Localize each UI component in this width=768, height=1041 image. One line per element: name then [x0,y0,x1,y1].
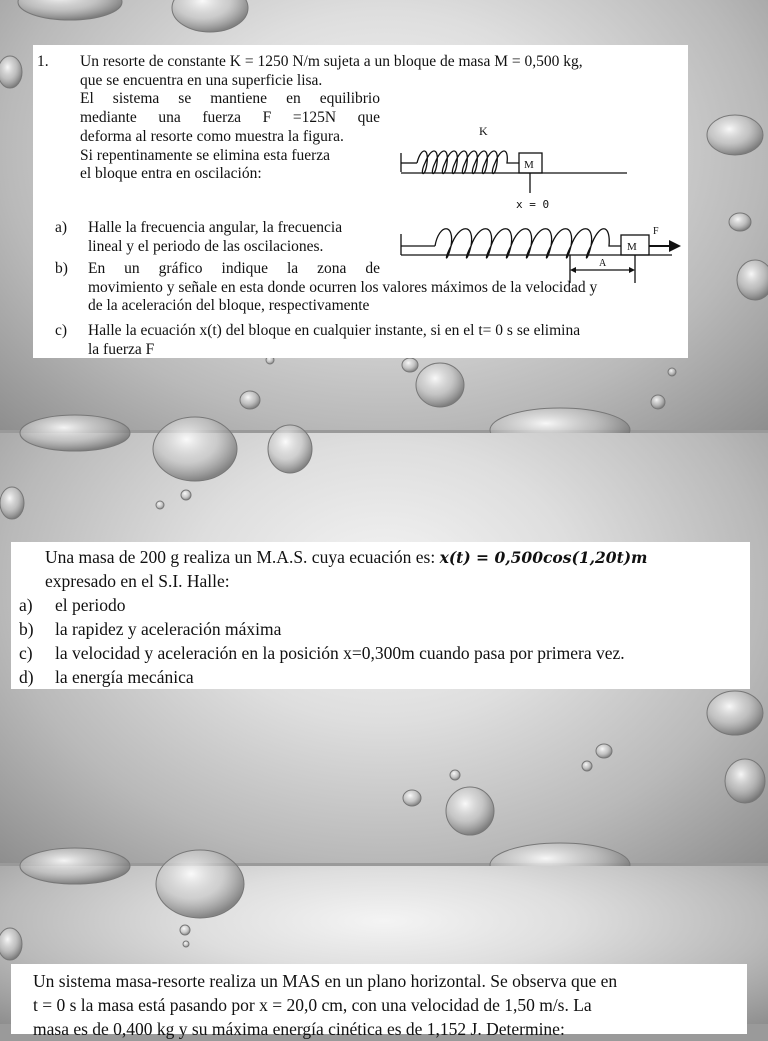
text-line: masa es de 0,400 kg y su máxima energía cinética es de 1,152 J. Determine: [33,1019,565,1039]
problem-2-card [11,542,750,689]
intro-line: mediante una fuerza F =125N que [80,109,380,127]
item-c-marker: c) [19,643,33,663]
intro-line: El sistema se mantiene en equilibrio [80,90,380,108]
item-c-line: Halle la ecuación x(t) del bloque en cualquier instante, si en el t= 0 s se elimina [88,322,581,339]
item-a-marker: a) [19,595,33,615]
motion-equation: x(t) = 0,500cos(1,20t)m [439,548,648,567]
text-line: t = 0 s la masa está pasando por x = 20,0 cm, con una velocidad de 1,50 m/s. La [33,995,592,1015]
problem-2-intro [45,545,647,571]
item-b-marker: b) [55,260,68,277]
problem-1-card [33,45,688,358]
item-b [88,260,683,316]
intro-text: Una masa de 200 g realiza un M.A.S. cuya ecuación es: [45,547,440,567]
spring-compressed [417,151,519,174]
slide-3 [0,866,768,1039]
force-arrowhead [669,240,681,252]
intro-line: el bloque entra en oscilación: [80,165,262,183]
text-line: Un sistema masa-resorte realiza un MAS en un plano horizontal. Se observa que en [33,971,618,991]
intro-line: Un resorte de constante K = 1250 N/m sujeta a un bloque de masa M = 0,500 kg, [80,53,583,70]
block-label-bottom: M [627,241,637,253]
equilibrium-label: x = 0 [516,198,550,211]
problem-3-text [33,969,707,1041]
item-d-marker: d) [19,667,34,687]
item-c-line: la fuerza F [88,340,155,358]
item-d-text: la energía mecánica [55,667,194,687]
block-label-top: M [524,159,534,171]
item-b-line: movimiento y señale en esta donde ocurren los valores máximos de la velocidad y [88,278,598,296]
force-label: F [653,226,659,237]
spring-label: K [479,124,488,138]
item-c [88,322,683,359]
item-b-line: En un gráfico indique la zona de [88,260,380,277]
slide-2 [0,433,768,863]
spring-stretched [435,229,621,258]
item-b-line: de la aceleración del bloque, respectivamente [88,297,370,315]
item-b-marker: b) [19,619,34,639]
item-a-line: Halle la frecuencia angular, la frecuencia [88,219,343,236]
item-a-marker: a) [55,219,68,236]
intro-line: deforma al resorte como muestra la figura. [80,127,344,145]
item-c-text: la velocidad y aceleración en la posición x=0,300m cuando pasa por primera vez. [55,643,625,663]
intro-line: que se encuentra en una superficie lisa. [80,71,323,89]
item-b-text: la rapidez y aceleración máxima [55,619,282,639]
item-a [88,219,383,256]
amplitude-label: A [599,258,607,269]
spring-block-figure [395,83,690,269]
intro-line: Si repentinamente se elimina esta fuerza [80,146,331,164]
slide-1 [0,0,768,430]
problem-number: 1. [37,53,49,70]
intro-line-2: expresado en el S.I. Halle: [45,571,230,591]
problem-3-card [11,964,747,1039]
item-a-text: el periodo [55,595,126,615]
item-c-marker: c) [55,322,68,339]
item-a-line: lineal y el periodo de las oscilaciones. [88,237,324,255]
